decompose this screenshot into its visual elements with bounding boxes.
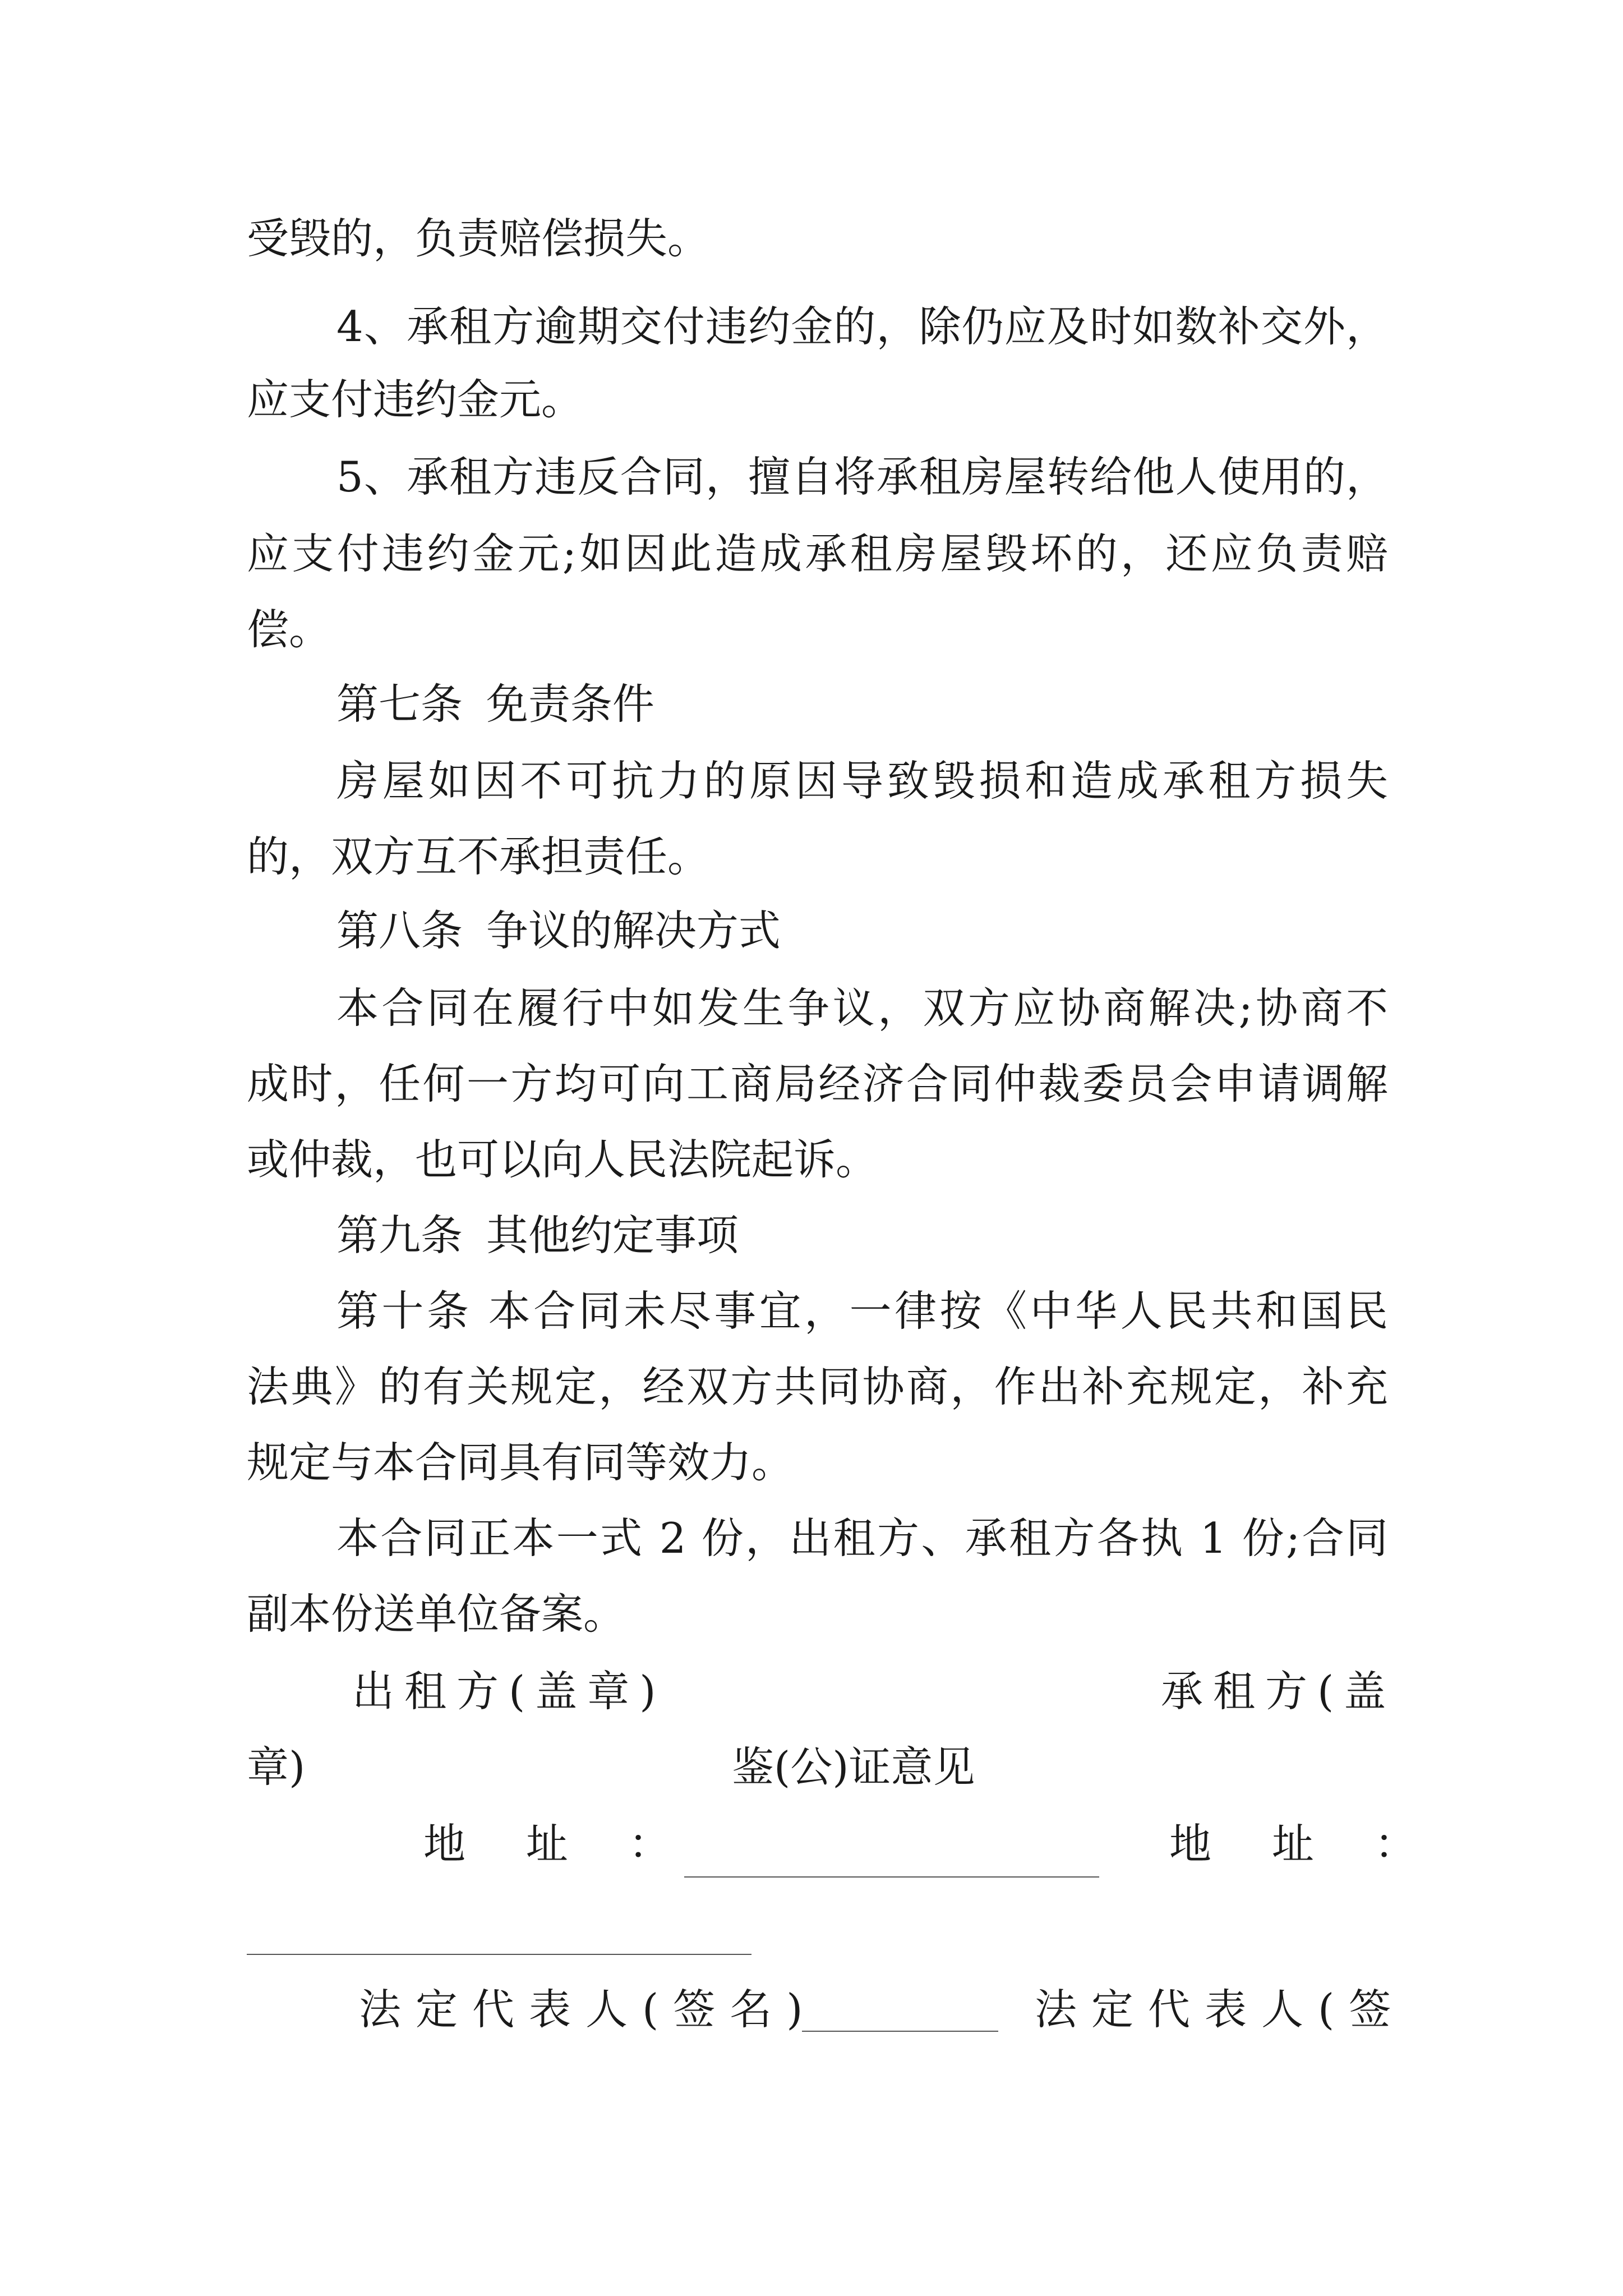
lessor-rep-signature-line — [802, 2031, 998, 2032]
paragraph-line: 应支付违约金元。 — [247, 375, 584, 424]
notary-opinion-label: 鉴(公)证意见 — [732, 1742, 975, 1792]
paragraph-line: 本合同在履行中如发生争议，双方应协商解决;协商不 — [336, 983, 1388, 1033]
lessee-address-line — [247, 1954, 751, 1955]
paragraph-line: 副本份送单位备案。 — [247, 1589, 626, 1639]
lessee-address-label: 地 址 ： — [1169, 1819, 1440, 1869]
paragraph-line: 的，双方互不承担责任。 — [247, 832, 710, 881]
paragraph-line: 受毁的，负责赔偿损失。 — [247, 214, 710, 263]
paragraph-line: 规定与本合同具有同等效力。 — [247, 1438, 794, 1487]
lessee-seal-label-cont: 章) — [247, 1742, 306, 1792]
paragraph-line: 5、承租方违反合同，擅自将承租房屋转给他人使用的， — [336, 452, 1388, 501]
lessor-seal-label: 出租方(盖章) — [352, 1667, 666, 1716]
paragraph-line: 本合同正本一式 2 份，出租方、承租方各执 1 份;合同 — [336, 1513, 1388, 1563]
paragraph-line: 偿。 — [247, 605, 331, 654]
article-heading: 第九条 其他约定事项 — [336, 1211, 739, 1260]
paragraph-line: 成时，任何一方均可向工商局经济合同仲裁委员会申请调解 — [247, 1059, 1388, 1108]
paragraph-line: 或仲裁，也可以向人民法院起诉。 — [247, 1135, 878, 1184]
paragraph-line: 法典》的有关规定，经双方共同协商，作出补充规定，补充 — [247, 1362, 1388, 1411]
lessor-rep-signature-label: 法定代表人(签名) — [359, 1985, 818, 2034]
article-heading: 第八条 争议的解决方式 — [336, 906, 781, 955]
paragraph-line: 第十条 本合同未尽事宜，一律按《中华人民共和国民 — [336, 1286, 1388, 1336]
paragraph-line: 应支付违约金元;如因此造成承租房屋毁坏的，还应负责赔 — [247, 529, 1388, 578]
lessee-rep-signature-label: 法定代表人(签 — [1035, 1985, 1406, 2034]
lessor-address-label: 地 址 ： — [423, 1819, 694, 1869]
lessor-address-line — [684, 1876, 1099, 1878]
lessee-seal-label: 承租方(盖 — [1161, 1667, 1396, 1716]
paragraph-line: 房屋如因不可抗力的原因导致毁损和造成承租方损失 — [336, 756, 1388, 806]
article-heading: 第七条 免责条件 — [336, 679, 654, 729]
paragraph-line: 4、承租方逾期交付违约金的，除仍应及时如数补交外， — [336, 302, 1388, 351]
